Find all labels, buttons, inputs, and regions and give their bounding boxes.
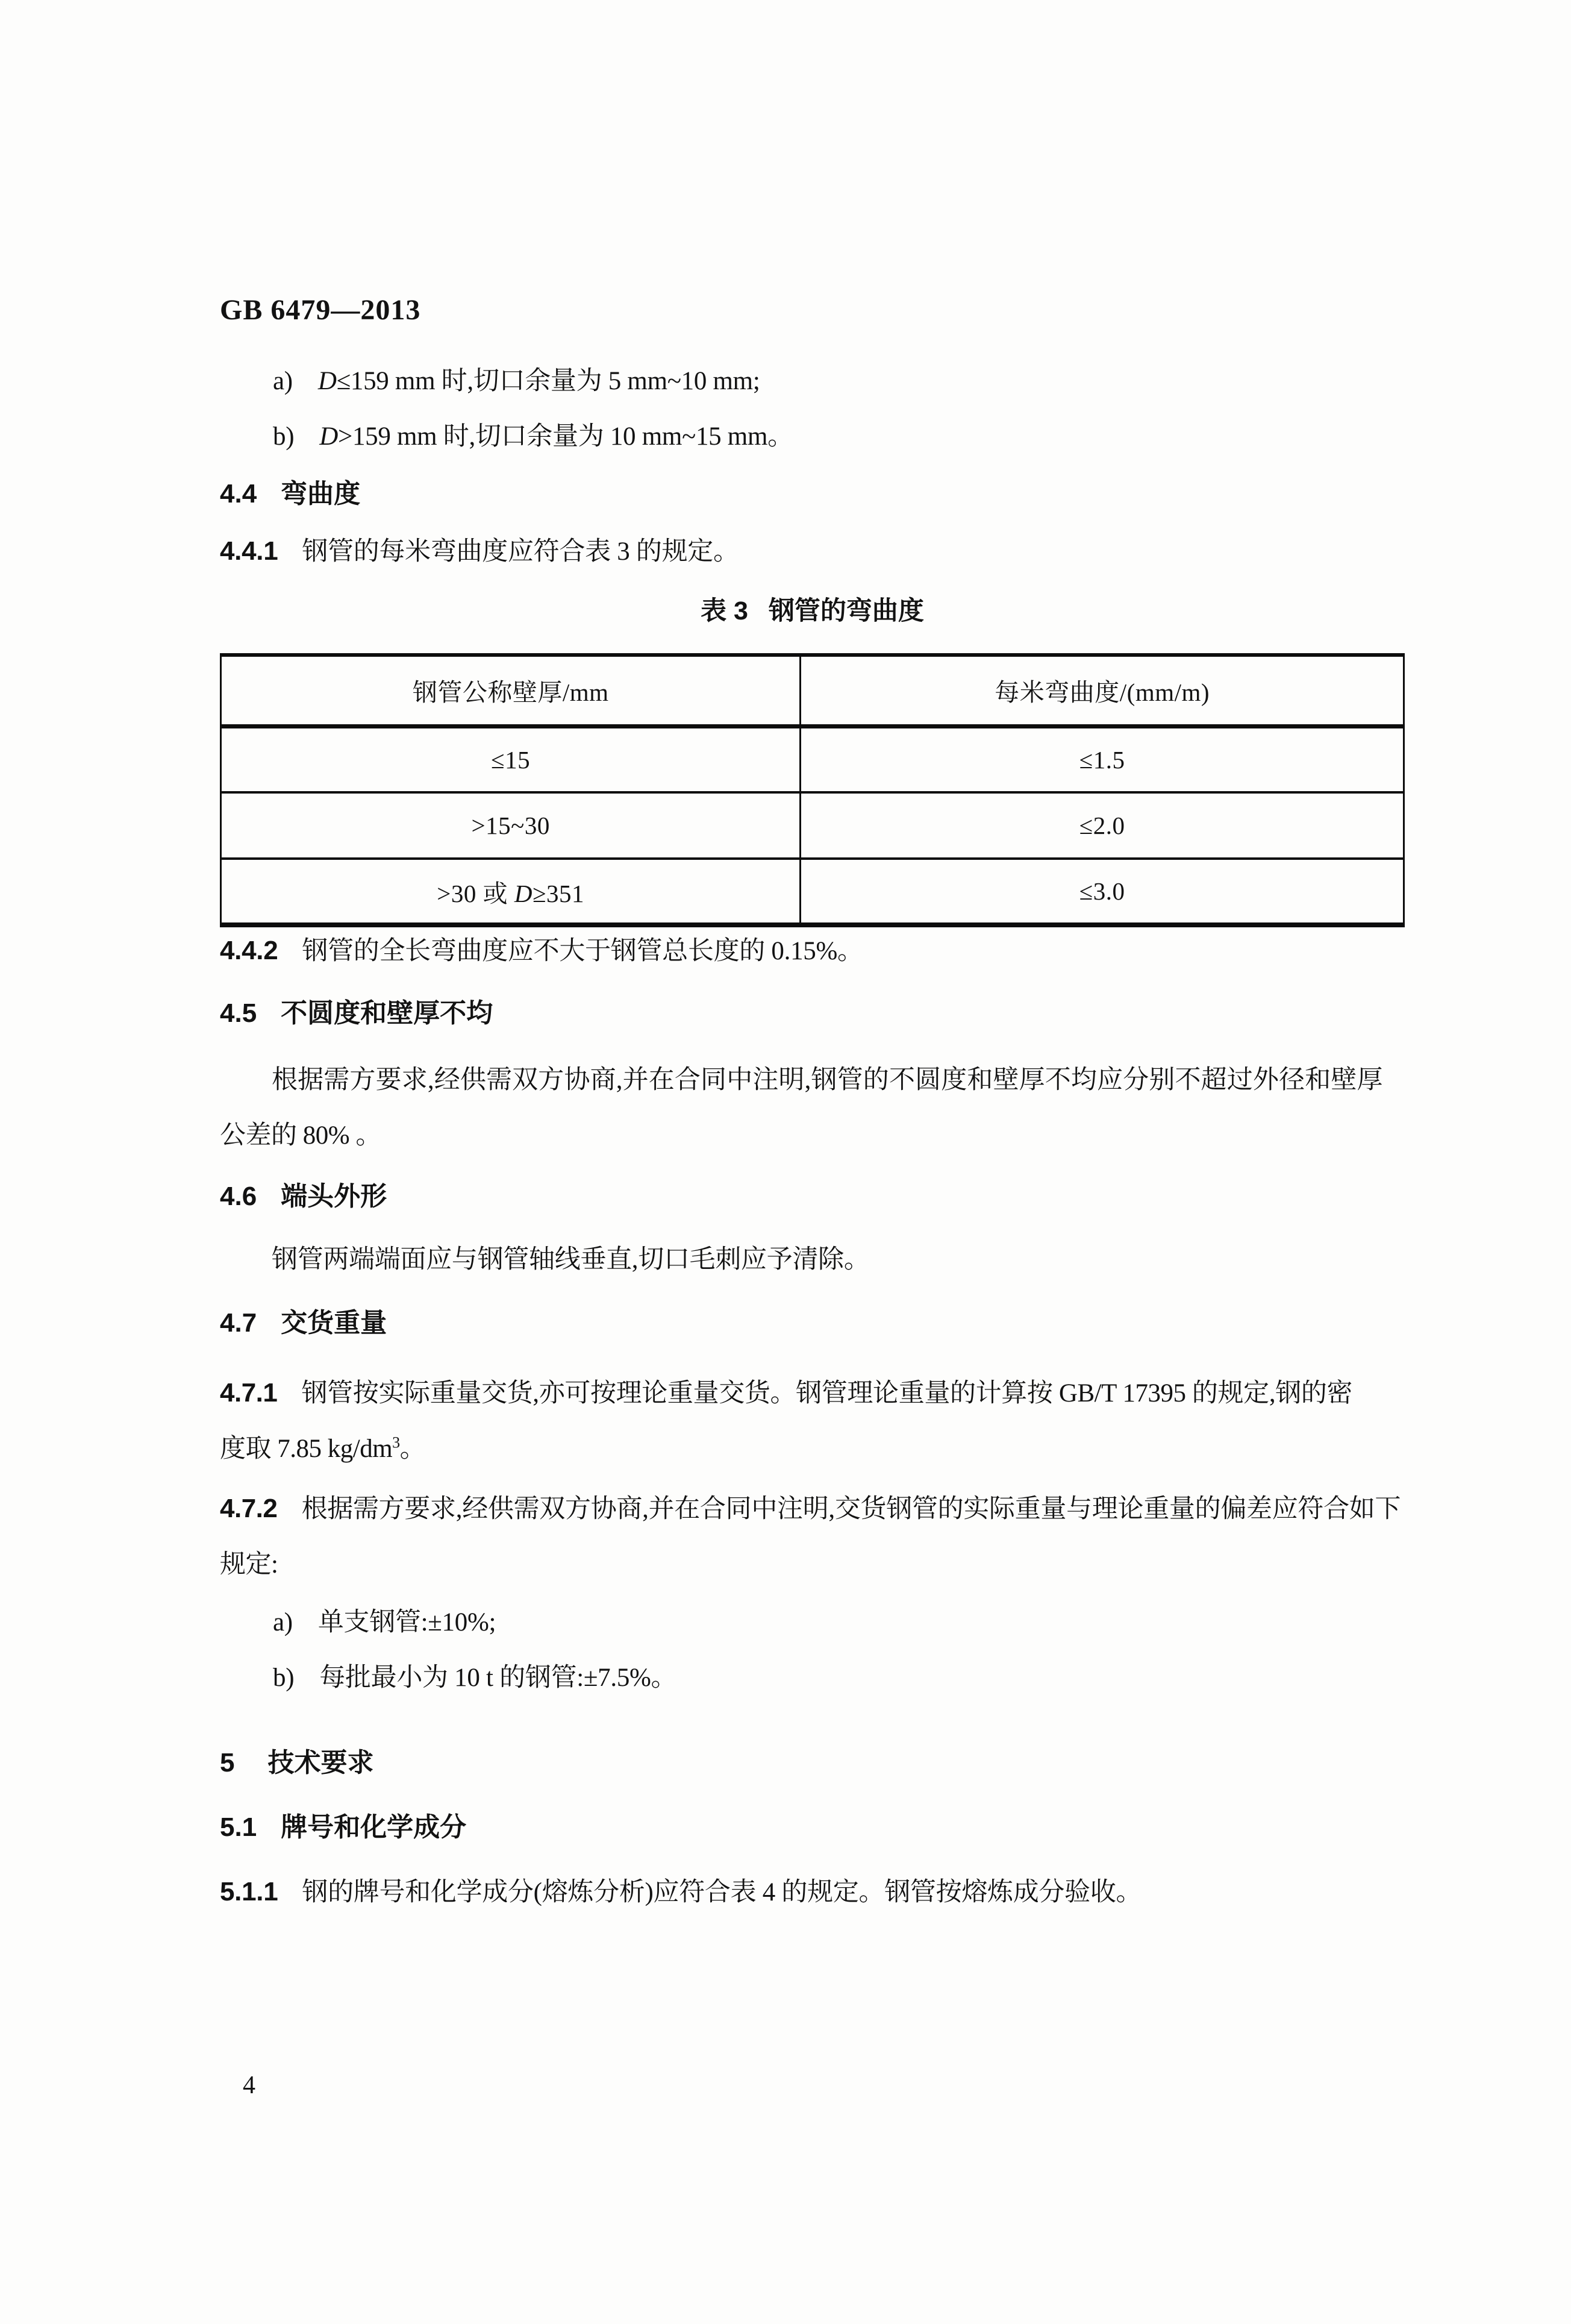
- section-title: 交货重量: [281, 1308, 387, 1338]
- clause-number: 4.7.2: [220, 1494, 278, 1523]
- cell-wall-thickness: [221, 859, 801, 925]
- cell-curvature: ≤3.0: [801, 859, 1404, 925]
- section-number: 5.1: [220, 1812, 257, 1842]
- section-title: 端头外形: [281, 1182, 387, 1211]
- paragraph-4-5: 根据需方要求,经供需双方协商,并在合同中注明,钢管的不圆度和壁厚不均应分别不超过外径和壁厚公差的 80% 。: [220, 1066, 1382, 1150]
- section-heading-5: [220, 1748, 1404, 1778]
- list-label: a): [273, 367, 293, 395]
- clause-4-7-2: [220, 1482, 1401, 1593]
- section-number: 4.7: [220, 1308, 257, 1338]
- table-caption-title: 钢管的弯曲度: [768, 597, 924, 625]
- section-heading-4-6: [220, 1182, 1404, 1212]
- cell-curvature: ≤2.0: [801, 792, 1404, 859]
- list-item-text: 单支钢管:±10%;: [317, 1608, 496, 1637]
- cell-text: ≤15: [491, 745, 531, 774]
- table-caption-label: 表 3: [701, 597, 748, 625]
- cell-text: >30 或: [437, 879, 514, 907]
- table-3-curvature: [220, 653, 1405, 927]
- clause-number: 4.4.1: [220, 536, 278, 566]
- clause-text: 钢管的每米弯曲度应符合表 3 的规定。: [302, 537, 739, 566]
- clause-number: 5.1.1: [220, 1877, 278, 1906]
- page-number: 4: [243, 2072, 255, 2099]
- list-item-cut-allowance-b: [220, 422, 1404, 452]
- section-heading-4-5: [220, 998, 1404, 1029]
- diameter-variable: D: [317, 367, 337, 395]
- cell-wall-thickness: [221, 792, 801, 859]
- section-heading-4-4: [220, 479, 1404, 509]
- clause-text: 钢管按实际重量交货,亦可按理论重量交货。钢管理论重量的计算按 GB/T 17395 的规定,钢的密度取 7.85 kg/dm: [220, 1379, 1352, 1463]
- cell-variable: D: [514, 879, 533, 907]
- cell-text: >15~30: [471, 812, 550, 839]
- clause-number: 4.7.1: [220, 1378, 278, 1408]
- section-title: 技术要求: [267, 1748, 374, 1777]
- clause-number: 4.4.2: [220, 936, 278, 965]
- section-number: 5: [220, 1748, 235, 1777]
- column-header-curvature: 每米弯曲度/(mm/m): [801, 655, 1404, 726]
- clause-4-4-1: [220, 536, 1404, 567]
- clause-text: 根据需方要求,经供需双方协商,并在合同中注明,交货钢管的实际重量与理论重量的偏差应符合如下规定:: [220, 1495, 1401, 1579]
- section-title: 不圆度和壁厚不均: [281, 998, 493, 1028]
- clause-text: 。: [399, 1435, 426, 1463]
- clause-5-1-1: [220, 1877, 1404, 1908]
- list-item-text: 每批最小为 10 t 的钢管:±7.5%。: [319, 1664, 677, 1692]
- cell-wall-thickness: [221, 726, 801, 792]
- section-heading-4-7: [220, 1308, 1404, 1338]
- list-item-cut-allowance-a: [220, 366, 1404, 396]
- clause-text: 钢的牌号和化学成分(熔炼分析)应符合表 4 的规定。钢管按熔炼成分验收。: [302, 1878, 1142, 1906]
- cell-curvature: ≤1.5: [801, 726, 1404, 792]
- clause-4-7-1: [220, 1366, 1352, 1477]
- diameter-variable: D: [319, 422, 338, 451]
- list-item-text: >159 mm 时,切口余量为 10 mm~15 mm。: [338, 422, 793, 451]
- paragraph-4-6: 钢管两端端面应与钢管轴线垂直,切口毛刺应予清除。: [272, 1245, 870, 1274]
- list-label: b): [273, 1664, 295, 1692]
- section-title: 牌号和化学成分: [281, 1812, 467, 1842]
- superscript-cube: 3: [392, 1433, 400, 1452]
- list-item-weight-b: [220, 1663, 1404, 1693]
- section-number: 4.4: [220, 479, 257, 509]
- list-label: a): [273, 1608, 293, 1637]
- section-title: 弯曲度: [281, 479, 361, 509]
- column-header-wall-thickness: 钢管公称壁厚/mm: [221, 655, 801, 726]
- list-item-text: ≤159 mm 时,切口余量为 5 mm~10 mm;: [336, 367, 760, 395]
- clause-4-4-2: [220, 936, 1404, 966]
- section-number: 4.6: [220, 1182, 257, 1211]
- clause-text: 钢管的全长弯曲度应不大于钢管总长度的 0.15%。: [302, 937, 863, 965]
- list-label: b): [273, 422, 295, 451]
- table-row: [221, 859, 1404, 925]
- table-3-caption: [220, 596, 1405, 626]
- list-item-weight-a: [220, 1608, 1404, 1638]
- page-content: [220, 295, 1404, 2100]
- doc-code-header: GB 6479—2013: [220, 294, 421, 326]
- table-header-row: [221, 655, 1404, 726]
- section-number: 4.5: [220, 998, 257, 1028]
- cell-text: ≥351: [533, 879, 585, 907]
- table-row: [221, 792, 1404, 859]
- table-row: [221, 726, 1404, 792]
- section-heading-5-1: [220, 1812, 1404, 1843]
